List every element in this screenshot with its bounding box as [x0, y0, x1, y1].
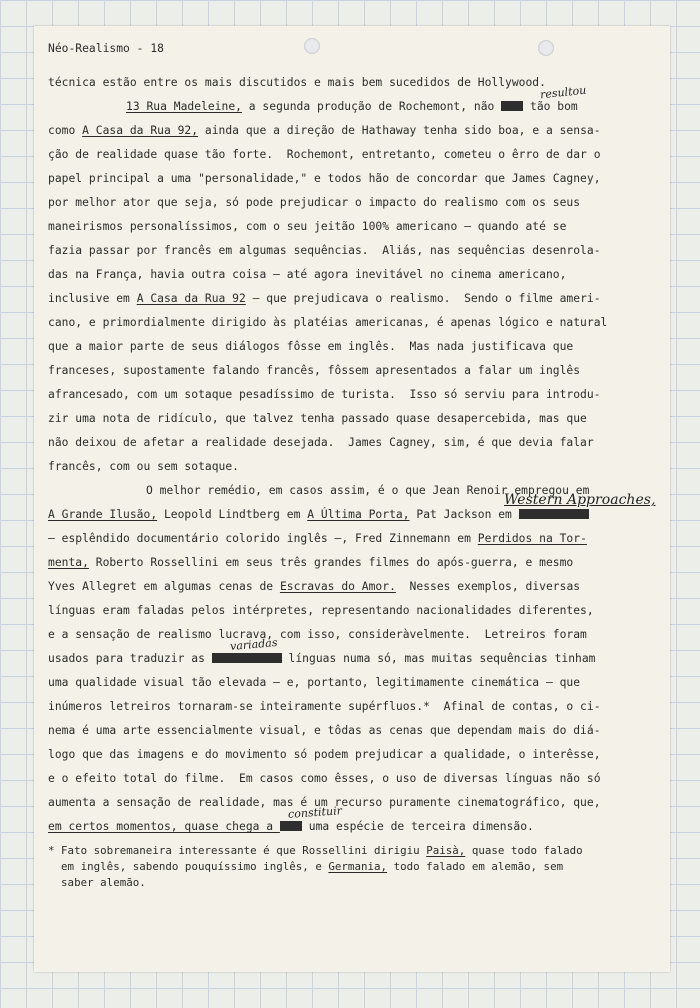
footnote-line: * Fato sobremaneira interessante é que Rossellini dirigiu Paisà, quase todo falado [48, 844, 583, 857]
text-line: maneirismos personalíssimos, com o seu jeitão 100% americano — quando até se [48, 220, 567, 233]
text-line: logo que das imagens e do movimento só podem prejudicar a qualidade, o interêsse, [48, 748, 601, 761]
text-line: afrancesado, com um sotaque pesadíssimo de turista. Isso só serviu para introdu- [48, 388, 601, 401]
text-line: inclusive em A Casa da Rua 92 — que prejudicava o realismo. Sendo o filme ameri- [48, 292, 601, 305]
text-line: por melhor ator que seja, só pode prejudicar o impacto do realismo com os seus [48, 196, 581, 209]
text-line: O melhor remédio, em casos assim, é o que Jean Renoir empregou em [146, 484, 590, 497]
text-line: menta, Roberto Rossellini em seus três grandes filmes do após-guerra, e mesmo [48, 556, 574, 569]
text-line: papel principal a uma "personalidade," e todos hão de concordar que James Cagney, [48, 172, 601, 185]
text-line: zir uma nota de ridículo, que talvez tenha passado quase desapercebida, mas que [48, 412, 587, 425]
text-line: aumenta a sensação de realidade, mas é um recurso puramente cinematográfico, que, [48, 796, 601, 809]
text-line: técnica estão entre os mais discutidos e mais bem sucedidos de Hollywood. [48, 76, 546, 89]
text-line: 13 Rua Madeleine, a segunda produção de Rochemont, não tão bom [126, 100, 578, 113]
footnote-line: em inglês, sabendo pouquíssimo inglês, e Germania, todo falado em alemão, sem [48, 860, 564, 873]
film-title: Perdidos na Tor- [477, 532, 587, 545]
text-line: francês, com ou sem sotaque. [48, 460, 239, 473]
footnote-line: saber alemão. [48, 876, 146, 889]
film-title: Germania, [328, 860, 388, 873]
text-line: em certos momentos, quase chega a uma espécie de terceira dimensão. [48, 820, 534, 833]
page-header: Néo-Realismo - 18 [48, 42, 164, 55]
handwritten-correction: variadas [229, 635, 278, 654]
handwritten-correction: Western Approaches, [504, 492, 656, 508]
text-line: franceses, supostamente falando francês, fôssem apresentados a falar um inglês [48, 364, 581, 377]
handwritten-correction: resultou [539, 83, 587, 102]
film-title: Escravas do Amor. [279, 580, 396, 593]
redaction-mark [501, 101, 523, 111]
text-line: das na França, havia outra coisa — até agora inevitável no cinema americano, [48, 268, 567, 281]
text-line: cano, e primordialmente dirigido às platéias americanas, é apenas lógico e natural [48, 316, 608, 329]
redaction-mark [519, 509, 589, 519]
text-line: e o efeito total do filme. Em casos como êsses, o uso de diversas línguas não só [48, 772, 601, 785]
text-line: nema é uma arte essencialmente visual, e tôdas as cenas que dependam mais do diá- [48, 724, 601, 737]
text-line: como A Casa da Rua 92, ainda que a direção de Hathaway tenha sido boa, e a sensa- [48, 124, 601, 137]
punch-hole [304, 38, 320, 54]
typed-page [34, 26, 670, 972]
film-title: Paisà, [426, 844, 466, 857]
text-line: uma qualidade visual tão elevada — e, portanto, legitimamente cinemática — que [48, 676, 581, 689]
text-line: A Grande Ilusão, Leopold Lindtberg em A Última Porta, Pat Jackson em [48, 508, 589, 522]
text-line: usados para traduzir as línguas numa só, mas muitas sequências tinham [48, 652, 596, 665]
redaction-mark [212, 653, 282, 663]
film-title: A Casa da Rua 92, [82, 124, 199, 137]
text-line: e a sensação de realismo lucrava, com isso, consideràvelmente. Letreiros foram [48, 628, 587, 641]
text-line: inúmeros letreiros tornaram-se inteiramente supérfluos.* Afinal de contas, o ci- [48, 700, 601, 713]
text-line: que a maior parte de seus diálogos fôsse em inglês. Mas nada justificava que [48, 340, 574, 353]
text-line: não deixou de afetar a realidade desejada. James Cagney, sim, é que devia falar [48, 436, 594, 449]
film-title: A Grande Ilusão, [48, 508, 158, 521]
text-line: fazia passar por francês em algumas sequências. Aliás, nas sequências desenrola- [48, 244, 601, 257]
film-title: 13 Rua Madeleine, [126, 100, 242, 113]
text-line: ção de realidade quase tão forte. Rochemont, entretanto, cometeu o êrro de dar o [48, 148, 601, 161]
film-title: menta, [48, 556, 89, 569]
text-line: Yves Allegret em algumas cenas de Escravas do Amor. Nesses exemplos, diversas [48, 580, 581, 593]
film-title: A Última Porta, [307, 508, 410, 521]
text-line: línguas eram faladas pelos intérpretes, representando nacionalidades diferentes, [48, 604, 594, 617]
redaction-mark [280, 821, 302, 831]
handwritten-correction: constituir [287, 804, 343, 821]
film-title: A Casa da Rua 92 [136, 292, 246, 305]
text-line: — esplêndido documentário colorido inglês —, Fred Zinnemann em Perdidos na Tor- [48, 532, 587, 545]
punch-hole [538, 40, 554, 56]
